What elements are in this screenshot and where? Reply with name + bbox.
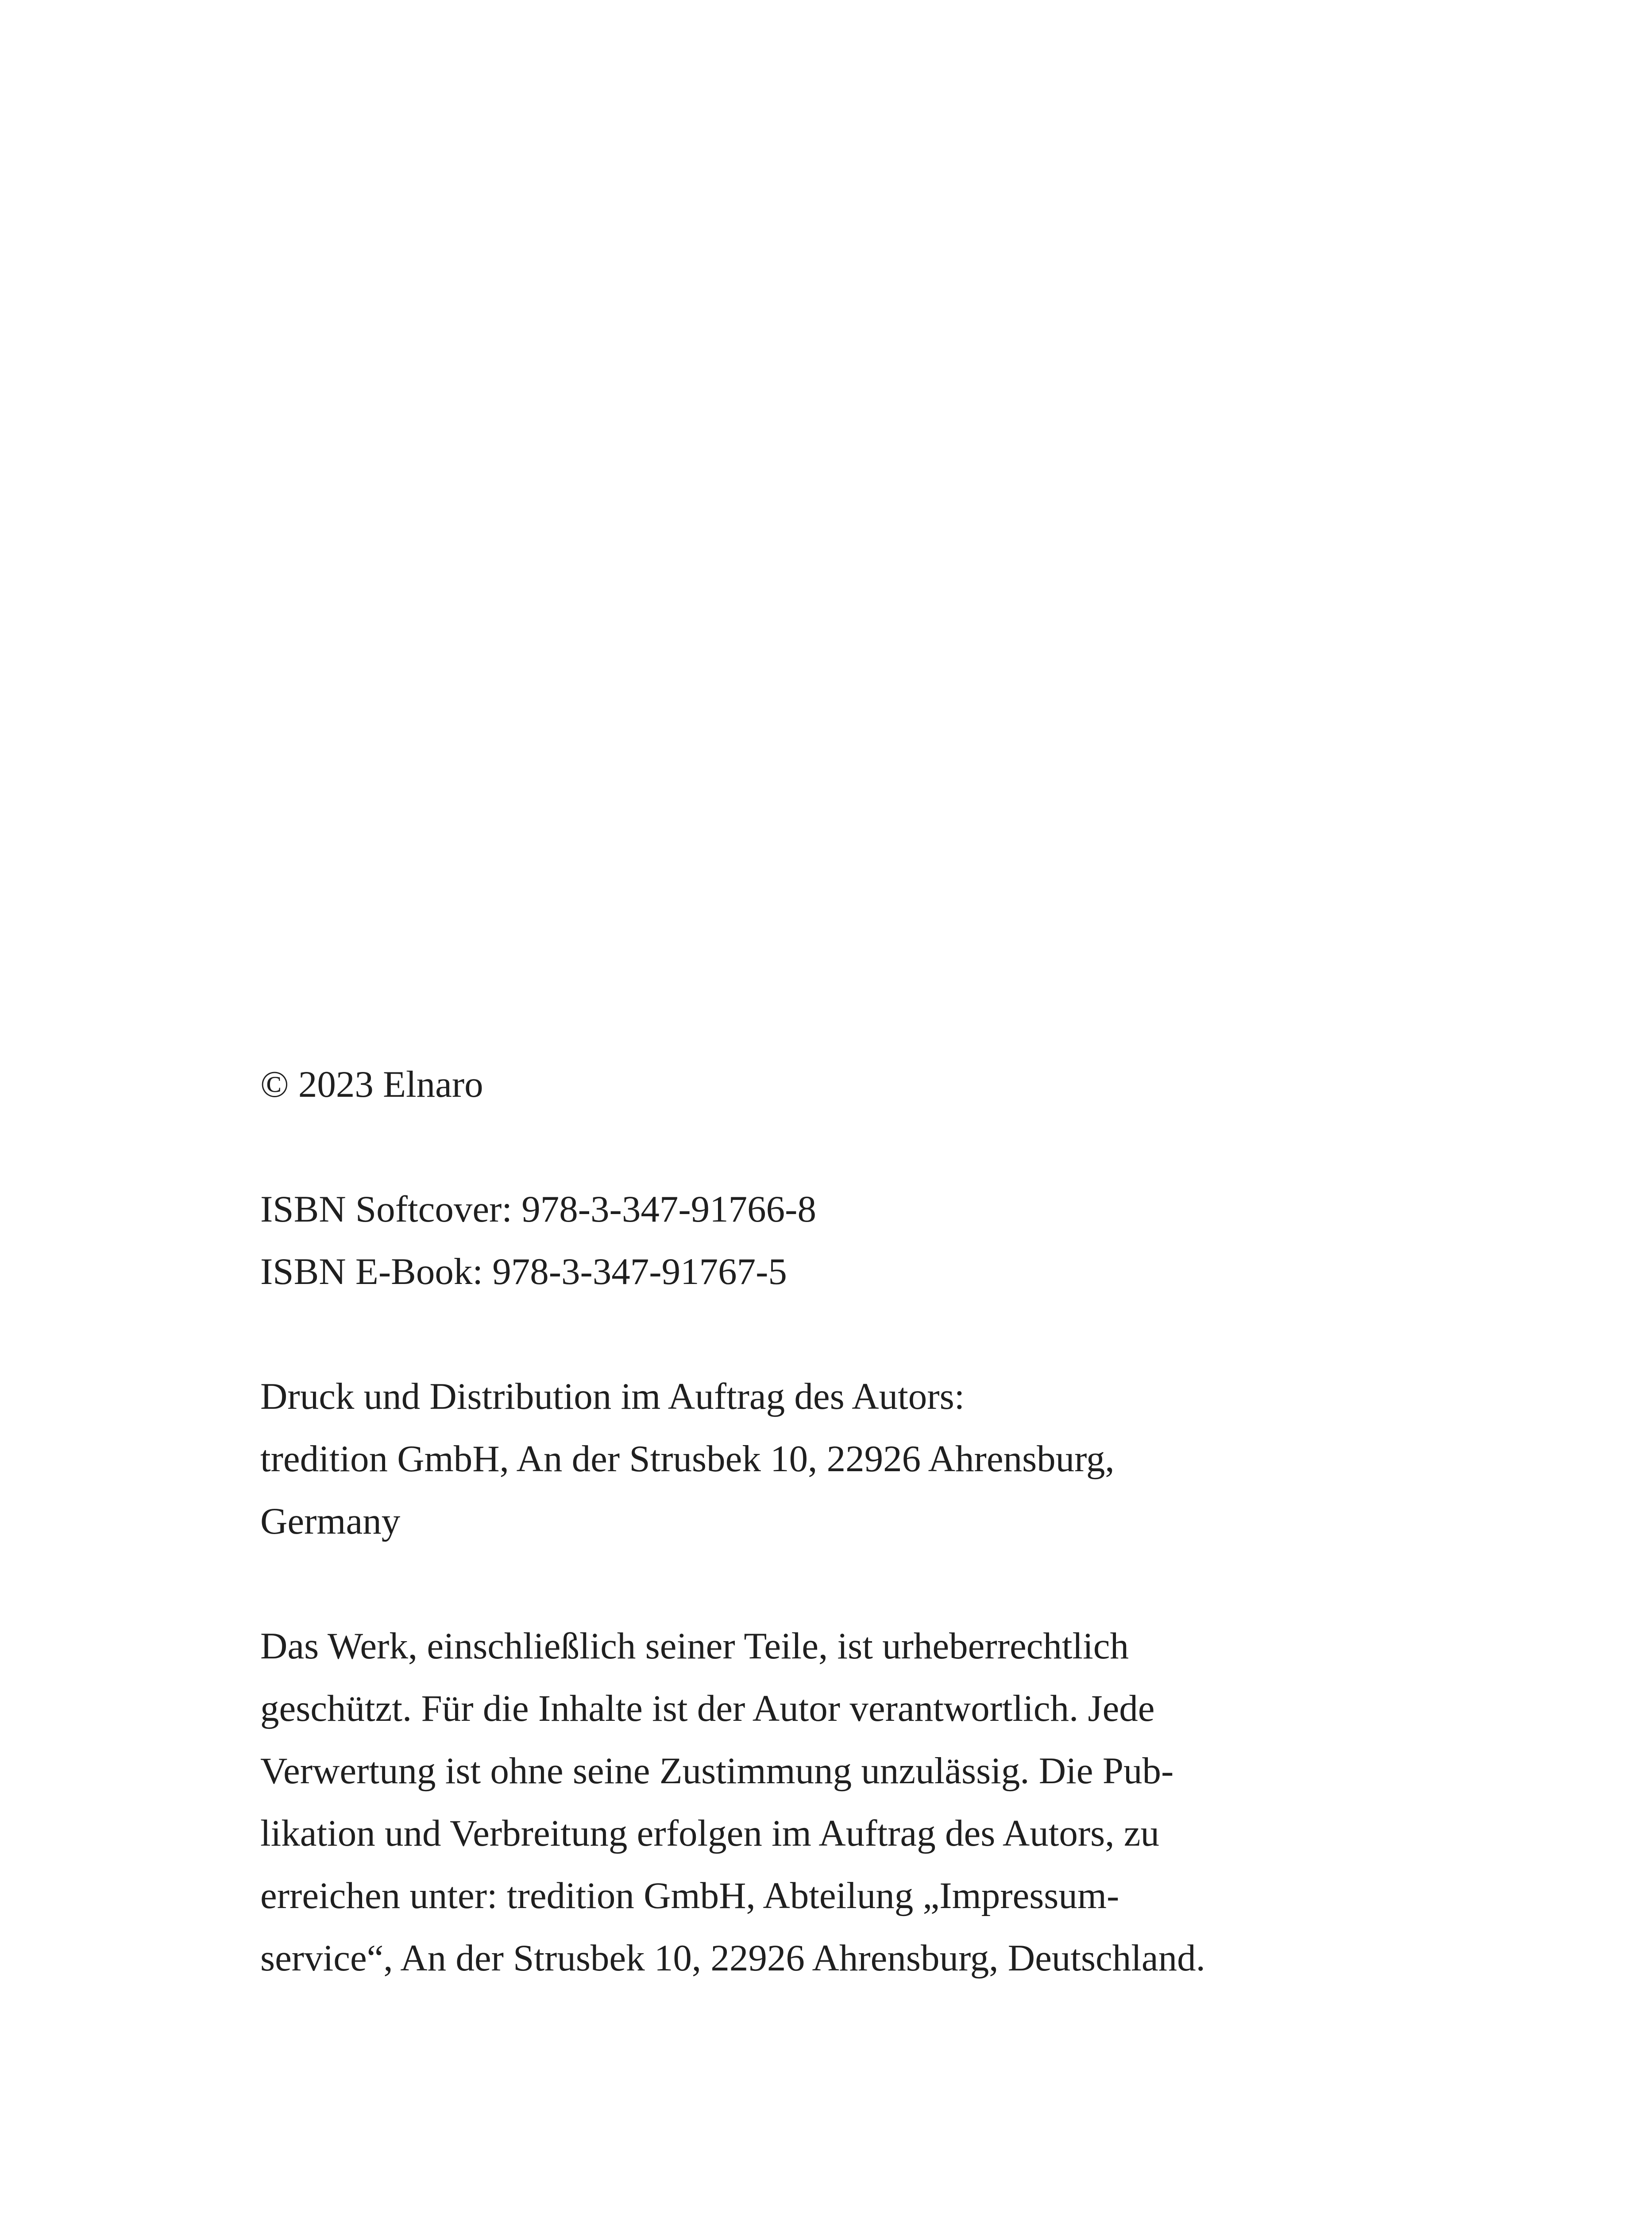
isbn-softcover: ISBN Softcover: 978-3-347-91766-8 — [260, 1188, 816, 1230]
legal-notice-line: Verwertung ist ohne seine Zustimmung unzulässig. Die Pub- — [260, 1750, 1174, 1792]
legal-notice-line: erreichen unter: tredition GmbH, Abteilung „Impressum- — [260, 1875, 1119, 1916]
distribution-line: tredition GmbH, An der Strusbek 10, 22926 Ahrensburg, — [260, 1438, 1115, 1480]
paragraph-spacer — [260, 1116, 1367, 1178]
paragraph-spacer — [260, 1553, 1367, 1615]
imprint-text-block — [260, 1053, 1367, 1989]
isbn-ebook: ISBN E-Book: 978-3-347-91767-5 — [260, 1251, 787, 1292]
legal-notice-line: likation und Verbreitung erfolgen im Auftrag des Autors, zu — [260, 1812, 1159, 1854]
legal-notice-line: Das Werk, einschließlich seiner Teile, ist urheberrechtlich — [260, 1625, 1129, 1667]
copyright-notice: © 2023 Elnaro — [260, 1064, 483, 1105]
paragraph-spacer — [260, 1303, 1367, 1365]
distribution-line: Druck und Distribution im Auftrag des Autors: — [260, 1376, 965, 1417]
distribution-line: Germany — [260, 1500, 401, 1542]
legal-notice-line: service“, An der Strusbek 10, 22926 Ahrensburg, Deutschland. — [260, 1937, 1205, 1979]
legal-notice-line: geschützt. Für die Inhalte ist der Autor verantwortlich. Jede — [260, 1688, 1155, 1729]
